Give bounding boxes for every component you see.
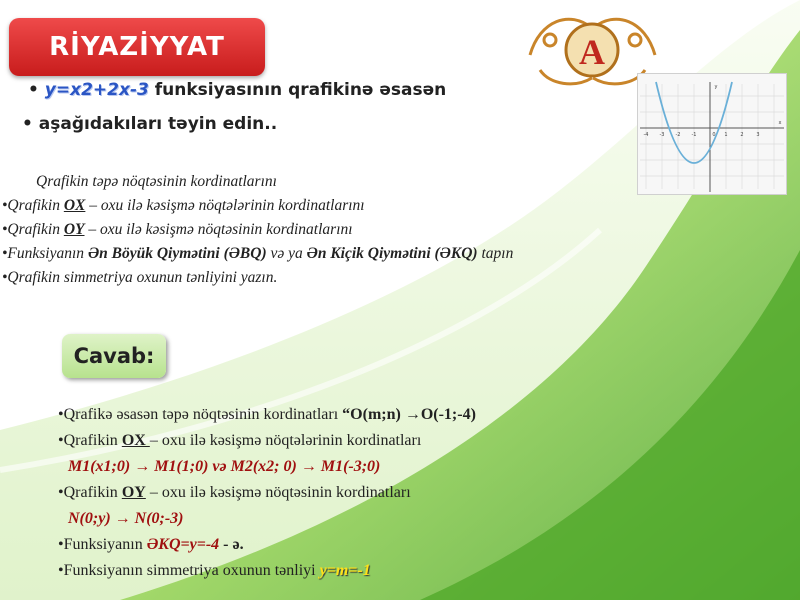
x-tick: -3 xyxy=(659,132,665,138)
parabola-graph xyxy=(637,73,787,195)
answer-item: •Qrafikə əsasən təpə nöqtəsinin kordinatları “O(m;n) →O(-1;-4) xyxy=(58,406,476,423)
answer-item: •Funksiyanın ƏKQ=y=-4 - ə. xyxy=(58,536,244,553)
x-tick: -2 xyxy=(675,132,681,138)
task-item: Qrafikin təpə nöqtəsinin kordinatlarını xyxy=(36,173,277,190)
task-item: •Qrafikin simmetriya oxunun tənliyini yazın. xyxy=(2,269,278,286)
answer-item: •Funksiyanın simmetriya oxunun tənliyi y=m=-1 xyxy=(58,562,371,579)
answer-item: •Qrafikin OX – oxu ilə kəsişmə nöqtələrinin kordinatları xyxy=(58,432,422,449)
x-tick: 0 xyxy=(712,132,716,138)
task-item: •Qrafikin OY – oxu ilə kəsişmə nöqtəsinin kordinatlarını xyxy=(2,221,353,238)
answer-item: M1(x1;0) → M1(1;0) və M2(x2; 0) → M1(-3;0) xyxy=(68,458,381,475)
task-list xyxy=(2,170,514,290)
function-formula: y=x2+2x-3 xyxy=(44,80,149,100)
x-tick: 1 xyxy=(724,132,728,138)
answer-list xyxy=(58,402,476,584)
intro-text: funksiyasının qrafikinə əsasən xyxy=(148,80,447,100)
intro-line-2: • aşağıdakıları təyin edin.. xyxy=(22,114,278,134)
answer-label: Cavab: xyxy=(62,334,166,378)
x-axis-label: x xyxy=(778,120,782,126)
subject-title: RİYAZİYYAT xyxy=(9,18,265,76)
task-item: •Funksiyanın Ən Böyük Qiymətini (ƏBQ) və ya Ən Kiçik Qiymətini (ƏKQ) tapın xyxy=(2,245,514,262)
x-tick: 3 xyxy=(756,132,760,138)
x-tick: -1 xyxy=(691,132,697,138)
answer-item: N(0;y) → N(0;-3) xyxy=(68,510,184,527)
bullet: • xyxy=(28,80,39,100)
y-axis-label: y xyxy=(714,84,718,90)
badge-letter: A xyxy=(579,32,605,72)
answer-item: •Qrafikin OY – oxu ilə kəsişmə nöqtəsinin kordinatları xyxy=(58,484,411,501)
intro-line-1 xyxy=(28,80,446,100)
x-tick: -4 xyxy=(643,132,649,138)
x-tick: 2 xyxy=(740,132,744,138)
task-item: •Qrafikin OX – oxu ilə kəsişmə nöqtələrinin kordinatlarını xyxy=(2,197,365,214)
